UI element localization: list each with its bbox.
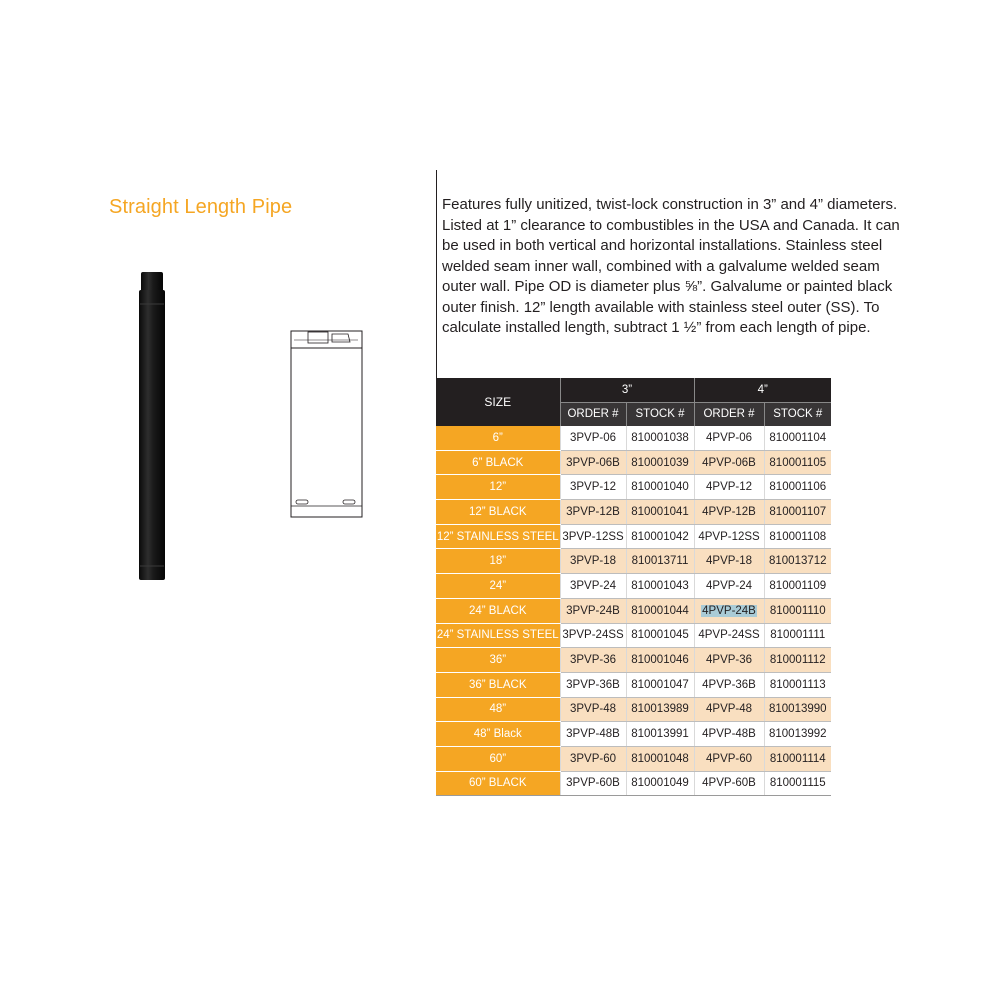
stock-4in-cell: 810001111 bbox=[764, 623, 831, 648]
order-4in-cell: 4PVP-36B bbox=[694, 672, 764, 697]
order-3in-cell: 3PVP-18 bbox=[560, 549, 626, 574]
size-cell: 36” bbox=[436, 648, 560, 673]
order-4in-cell: 4PVP-12B bbox=[694, 500, 764, 525]
size-cell: 36” BLACK bbox=[436, 672, 560, 697]
size-cell: 6” bbox=[436, 426, 560, 450]
stock-4in-cell: 810001115 bbox=[764, 771, 831, 796]
order-4in-cell: 4PVP-48B bbox=[694, 722, 764, 747]
size-cell: 24” STAINLESS STEEL bbox=[436, 623, 560, 648]
table-row bbox=[436, 771, 831, 796]
stock-3in-cell: 810013991 bbox=[626, 722, 694, 747]
stock-4in-cell: 810001107 bbox=[764, 500, 831, 525]
order-3in-cell: 3PVP-24 bbox=[560, 574, 626, 599]
table-row bbox=[436, 549, 831, 574]
size-cell: 12” STAINLESS STEEL bbox=[436, 524, 560, 549]
size-cell: 60” BLACK bbox=[436, 771, 560, 796]
size-cell: 48” Black bbox=[436, 722, 560, 747]
order-3in-cell: 3PVP-06 bbox=[560, 426, 626, 450]
order-header-4in: ORDER # bbox=[694, 402, 764, 426]
table-row bbox=[436, 648, 831, 673]
order-4in-cell: 4PVP-24SS bbox=[694, 623, 764, 648]
size-cell: 12” bbox=[436, 475, 560, 500]
stock-4in-cell: 810013712 bbox=[764, 549, 831, 574]
size-cell: 6” BLACK bbox=[436, 450, 560, 475]
stock-3in-cell: 810001049 bbox=[626, 771, 694, 796]
stock-3in-cell: 810013711 bbox=[626, 549, 694, 574]
order-4in-cell: 4PVP-48 bbox=[694, 697, 764, 722]
stock-3in-cell: 810001045 bbox=[626, 623, 694, 648]
table-row bbox=[436, 623, 831, 648]
stock-4in-cell: 810001105 bbox=[764, 450, 831, 475]
stock-3in-cell: 810001044 bbox=[626, 598, 694, 623]
order-4in-cell: 4PVP-24 bbox=[694, 574, 764, 599]
stock-header-4in: STOCK # bbox=[764, 402, 831, 426]
order-4in-cell: 4PVP-06B bbox=[694, 450, 764, 475]
table-row bbox=[436, 450, 831, 475]
spec-table bbox=[436, 378, 831, 796]
size-cell: 18” bbox=[436, 549, 560, 574]
order-3in-cell: 3PVP-24B bbox=[560, 598, 626, 623]
stock-3in-cell: 810001048 bbox=[626, 746, 694, 771]
size-header: SIZE bbox=[436, 378, 560, 426]
stock-3in-cell: 810001047 bbox=[626, 672, 694, 697]
order-3in-cell: 3PVP-60B bbox=[560, 771, 626, 796]
size-cell: 48” bbox=[436, 697, 560, 722]
table-row bbox=[436, 500, 831, 525]
order-4in-cell bbox=[694, 598, 764, 623]
order-4in-cell: 4PVP-06 bbox=[694, 426, 764, 450]
order-header-3in: ORDER # bbox=[560, 402, 626, 426]
stock-3in-cell: 810001046 bbox=[626, 648, 694, 673]
table-row bbox=[436, 475, 831, 500]
order-4in-cell: 4PVP-36 bbox=[694, 648, 764, 673]
order-3in-cell: 3PVP-06B bbox=[560, 450, 626, 475]
size-cell: 60” bbox=[436, 746, 560, 771]
product-description: Features fully unitized, twist-lock construction in 3” and 4” diameters. Listed at 1” clearance to combustibles in the USA and Canada. It can be used in both vertical and horizontal installations. Stainless steel welded seam inner wall, combined with a galvalume welded seam outer wall. Pipe OD is diameter plus ⅝”. Galvalume or painted black outer finish. 12” length available with stainless steel outer (SS). To calculate installed length, subtract 1 ½” from each length of pipe. bbox=[442, 196, 900, 336]
order-3in-cell: 3PVP-48B bbox=[560, 722, 626, 747]
order-3in-cell: 3PVP-48 bbox=[560, 697, 626, 722]
stock-3in-cell: 810001043 bbox=[626, 574, 694, 599]
pipe-photo bbox=[130, 270, 170, 585]
stock-3in-cell: 810001041 bbox=[626, 500, 694, 525]
group-header-3in: 3” bbox=[560, 378, 694, 402]
highlighted-text: 4PVP-24B bbox=[702, 604, 756, 617]
stock-header-3in: STOCK # bbox=[626, 402, 694, 426]
order-3in-cell: 3PVP-36 bbox=[560, 648, 626, 673]
stock-4in-cell: 810001110 bbox=[764, 598, 831, 623]
table-row bbox=[436, 697, 831, 722]
stock-3in-cell: 810013989 bbox=[626, 697, 694, 722]
table-row bbox=[436, 524, 831, 549]
stock-3in-cell: 810001042 bbox=[626, 524, 694, 549]
order-3in-cell: 3PVP-36B bbox=[560, 672, 626, 697]
order-4in-cell: 4PVP-60 bbox=[694, 746, 764, 771]
size-cell: 12” BLACK bbox=[436, 500, 560, 525]
order-3in-cell: 3PVP-12B bbox=[560, 500, 626, 525]
table-row bbox=[436, 722, 831, 747]
page-title: Straight Length Pipe bbox=[109, 196, 293, 218]
order-4in-cell: 4PVP-12SS bbox=[694, 524, 764, 549]
stock-4in-cell: 810001114 bbox=[764, 746, 831, 771]
stock-4in-cell: 810001109 bbox=[764, 574, 831, 599]
table-row bbox=[436, 574, 831, 599]
stock-4in-cell: 810001104 bbox=[764, 426, 831, 450]
stock-3in-cell: 810001040 bbox=[626, 475, 694, 500]
order-3in-cell: 3PVP-24SS bbox=[560, 623, 626, 648]
size-cell: 24” bbox=[436, 574, 560, 599]
table-row bbox=[436, 746, 831, 771]
table-row bbox=[436, 426, 831, 450]
order-3in-cell: 3PVP-12SS bbox=[560, 524, 626, 549]
order-3in-cell: 3PVP-12 bbox=[560, 475, 626, 500]
stock-4in-cell: 810001112 bbox=[764, 648, 831, 673]
size-cell: 24” BLACK bbox=[436, 598, 560, 623]
order-3in-cell: 3PVP-60 bbox=[560, 746, 626, 771]
order-4in-cell: 4PVP-18 bbox=[694, 549, 764, 574]
pipe-drawing bbox=[288, 328, 368, 520]
stock-3in-cell: 810001039 bbox=[626, 450, 694, 475]
table-row bbox=[436, 672, 831, 697]
order-4in-cell: 4PVP-12 bbox=[694, 475, 764, 500]
stock-4in-cell: 810001106 bbox=[764, 475, 831, 500]
stock-3in-cell: 810001038 bbox=[626, 426, 694, 450]
group-header-4in: 4” bbox=[694, 378, 831, 402]
order-4in-cell: 4PVP-60B bbox=[694, 771, 764, 796]
stock-4in-cell: 810013990 bbox=[764, 697, 831, 722]
divider-line bbox=[436, 170, 437, 380]
stock-4in-cell: 810013992 bbox=[764, 722, 831, 747]
stock-4in-cell: 810001108 bbox=[764, 524, 831, 549]
stock-4in-cell: 810001113 bbox=[764, 672, 831, 697]
table-row bbox=[436, 598, 831, 623]
